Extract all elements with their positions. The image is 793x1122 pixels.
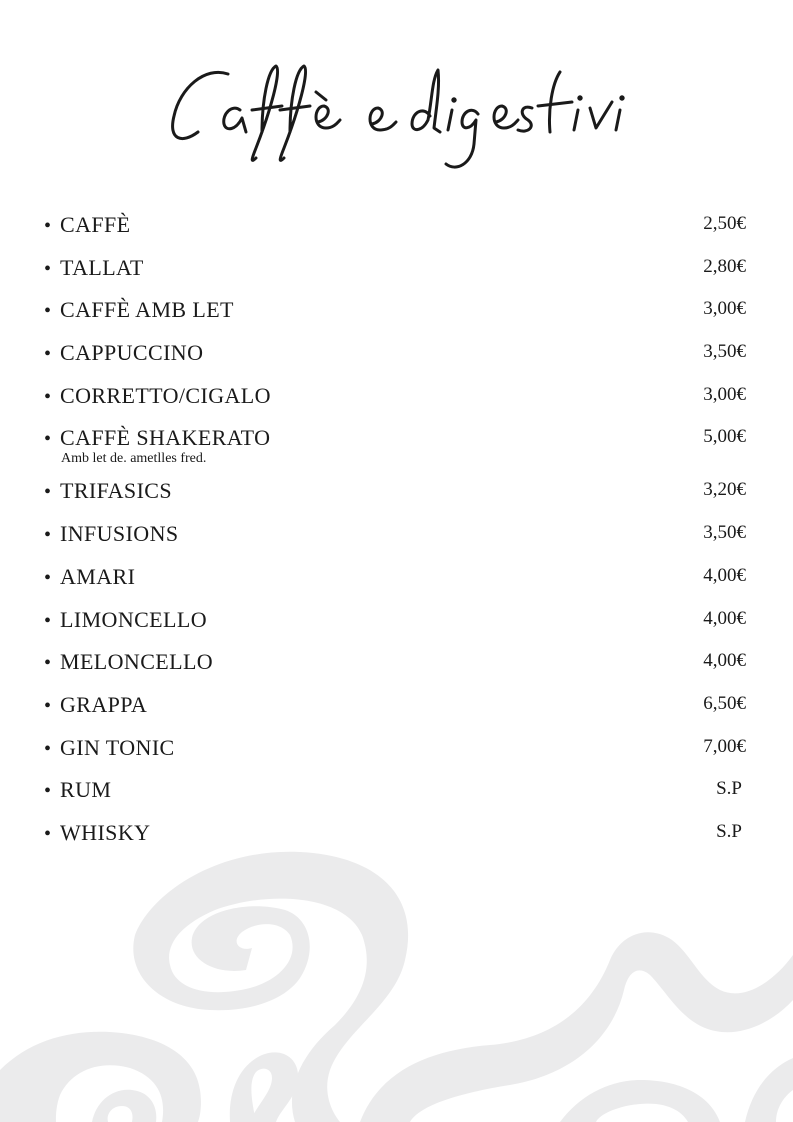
bullet-icon: • (44, 822, 52, 845)
item-name (44, 383, 271, 409)
item-name-text: AMARI (60, 563, 136, 589)
bullet-icon: • (44, 780, 52, 803)
item-name-text: INFUSIONS (60, 521, 179, 547)
item-price: 3,50€ (703, 341, 746, 363)
item-name-text: TRIFASICS (60, 478, 172, 504)
menu-list (44, 208, 746, 859)
item-note: Amb let de. ametlles fred. (61, 451, 207, 467)
bullet-icon: • (44, 524, 52, 547)
bullet-icon: • (44, 566, 52, 589)
item-name-text: CAPPUCCINO (60, 340, 204, 366)
menu-item (44, 293, 746, 336)
bullet-icon: • (44, 652, 52, 675)
bullet-icon: • (44, 737, 52, 760)
bullet-icon: • (44, 257, 52, 280)
item-name-text: CAFFÈ AMB LET (60, 297, 234, 323)
bullet-icon: • (44, 343, 52, 366)
item-name-text: CORRETTO/CIGALO (60, 382, 271, 408)
item-name (44, 340, 203, 366)
item-name-text: RUM (60, 777, 112, 803)
item-name-text: CAFFÈ (60, 212, 131, 237)
bullet-icon: • (44, 428, 52, 451)
item-name-text: GIN TONIC (60, 734, 175, 760)
item-name-text: GRAPPA (60, 691, 148, 717)
menu-item (44, 731, 746, 774)
menu-item (44, 603, 746, 646)
item-price: 2,80€ (703, 255, 746, 277)
menu-item (44, 688, 746, 731)
item-name (44, 564, 135, 590)
menu-item (44, 560, 746, 603)
item-price: 5,00€ (703, 426, 746, 448)
item-price: S.P (716, 820, 742, 842)
title-script-lettering (0, 40, 793, 180)
item-name (44, 649, 213, 675)
item-price: 4,00€ (703, 607, 746, 629)
item-name (44, 521, 179, 547)
item-price: 4,00€ (703, 564, 746, 586)
item-price: 4,00€ (703, 650, 746, 672)
item-price: 3,20€ (703, 479, 746, 501)
menu-item (44, 379, 746, 422)
item-name-text: LIMONCELLO (60, 606, 207, 632)
bullet-icon: • (44, 694, 52, 717)
item-price: 2,50€ (703, 213, 746, 234)
item-name (44, 297, 234, 323)
item-name (44, 425, 270, 451)
item-name (44, 255, 144, 281)
menu-item (44, 517, 746, 560)
menu-item (44, 208, 746, 251)
item-price: 3,50€ (703, 522, 746, 544)
item-name-text: CAFFÈ SHAKERATO (60, 425, 271, 451)
item-name (44, 735, 175, 761)
item-price: 3,00€ (703, 298, 746, 320)
bullet-icon: • (44, 609, 52, 632)
item-price: 6,50€ (703, 692, 746, 714)
bullet-icon: • (44, 385, 52, 408)
menu-item (44, 251, 746, 294)
bullet-icon: • (44, 300, 52, 323)
item-name-text: TALLAT (60, 254, 144, 280)
item-price: S.P (716, 778, 742, 800)
decorative-swirl-pattern (0, 840, 793, 1122)
menu-item (44, 645, 746, 688)
item-name (44, 478, 172, 504)
item-name-text: WHISKY (60, 819, 151, 845)
menu-item (44, 773, 746, 816)
item-name (44, 692, 147, 718)
menu-item (44, 474, 746, 517)
item-name-text: MELONCELLO (60, 649, 214, 675)
item-price: 7,00€ (703, 735, 746, 757)
item-name (44, 212, 130, 238)
item-name (44, 607, 207, 633)
item-price: 3,00€ (703, 383, 746, 405)
menu-item (44, 421, 746, 474)
bullet-icon: • (44, 481, 52, 504)
menu-title (0, 40, 793, 180)
item-name (44, 777, 111, 803)
bullet-icon: • (44, 215, 52, 237)
menu-item (44, 336, 746, 379)
